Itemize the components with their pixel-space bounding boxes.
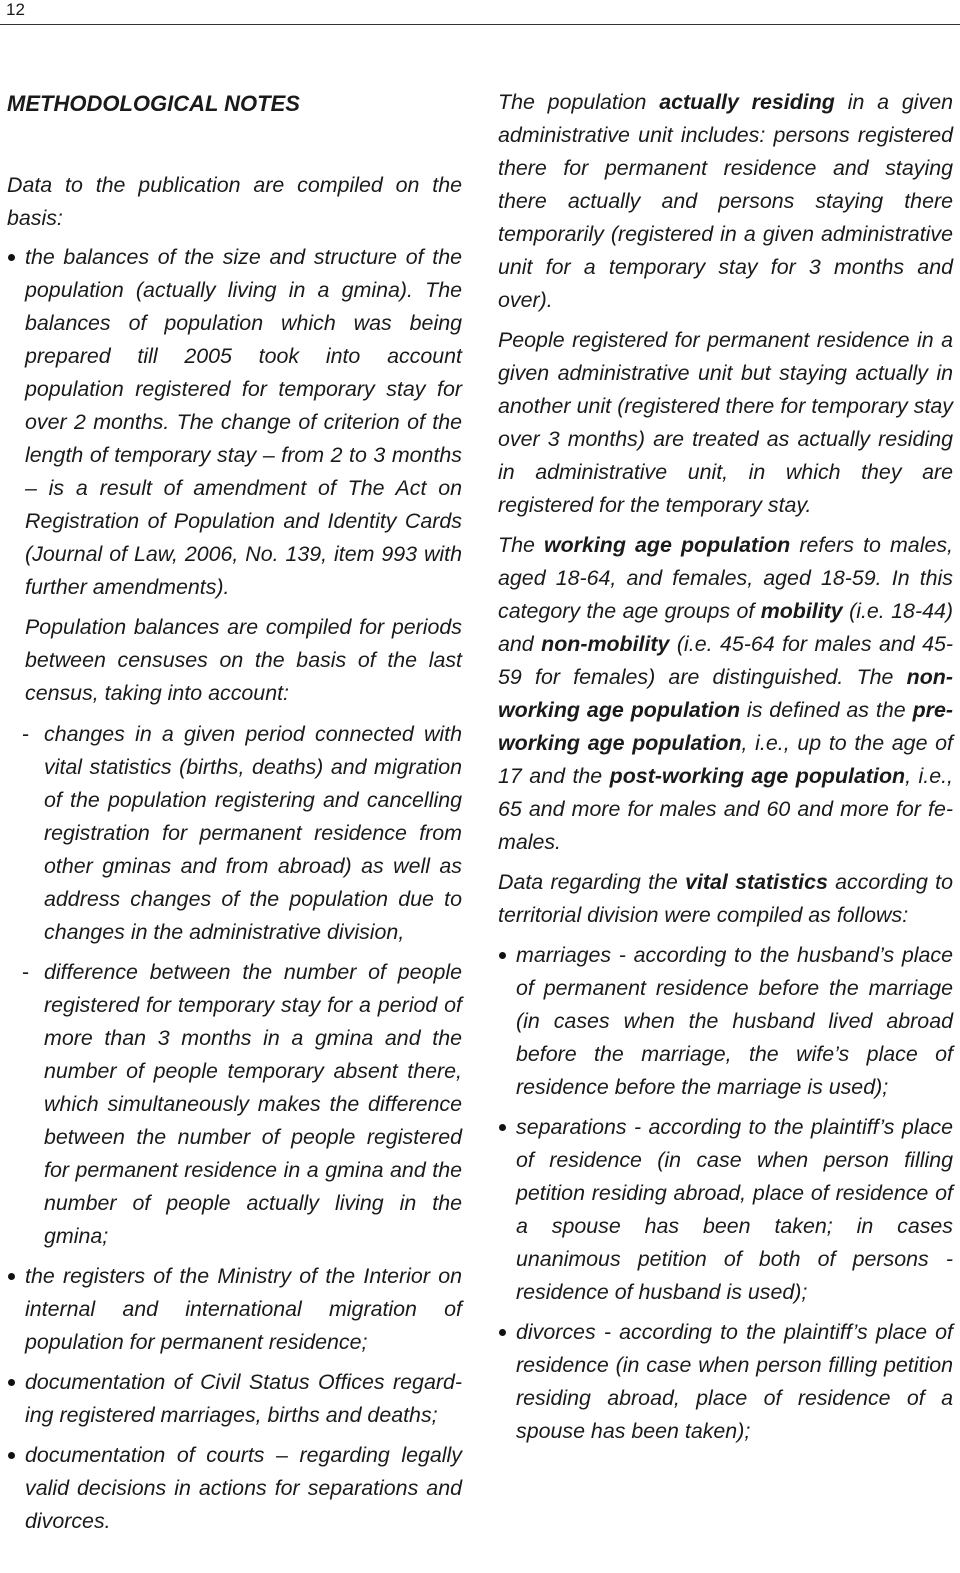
dash-mark: - [22, 722, 30, 746]
right-column [498, 86, 953, 1455]
text-run: The population [498, 90, 660, 114]
bullet-courts: documentation of courts – regarding legally valid decisions in actions for separations and divorces. [7, 1439, 462, 1538]
bullet-marriages: marriages - according to the husband’s place of permanent residence before the marriage (in cases when the husband lived abroad before the marriage, the wife’s place of residence before the marriage is used); [498, 939, 953, 1104]
term-non-working-age: non-working age population [498, 665, 953, 722]
text-run: The [498, 533, 544, 557]
text-run: Data regarding the [498, 870, 686, 894]
intro-paragraph: Data to the publication are compiled on the basis: [7, 173, 462, 230]
paragraph-permanent-residence: People registered for permanent residence in a given administrative unit but staying actually in another unit (registered there for temporary stay over 3 months) are treated as actually residing in administrative unit, in which they are registered for the temporary stay. [498, 328, 953, 517]
term-post-working-age: post-working age population [609, 764, 906, 788]
text-run: , i.e., up to the age of 17 and the [498, 731, 953, 788]
bullet-civil-status: documentation of Civil Status Offices regarding registered marriages, births and deaths; [7, 1366, 462, 1432]
section-title: METHODOLOGICAL NOTES [7, 91, 300, 116]
term-non-mobility: non-mobility [541, 632, 670, 656]
paragraph-actually-residing [498, 86, 953, 317]
text-run: , i.e., 65 and more for males and 60 and more for females. [498, 764, 953, 854]
left-column [7, 86, 462, 1545]
bullet-ministry-registers: the registers of the Ministry of the Interior on internal and international migration of population for permanent residence; [7, 1260, 462, 1359]
dash-item-text: difference between the number of people registered for temporary stay for a period of more than 3 months in a gmina and the number of people temporary absent there, which simultaneously makes the difference between the number of people registered for permanent residence in a gmina and the number of people actually living in the gmina; [44, 960, 462, 1248]
dash-list [7, 718, 462, 1253]
header-rule [0, 24, 960, 25]
text-run: in a given administrative unit includes: persons registered there for permanent residence and staying there actually and persons staying there temporarily (registered in a given administrative unit for a temporary stay for 3 months and over). [498, 90, 954, 312]
bullet-divorces: divorces - according to the plaintiff’s place of residence (in case when person filling petition residing abroad, place of residence of a spouse has been taken); [498, 1316, 953, 1448]
term-actually-residing: actually residing [659, 90, 835, 114]
dash-item-vital-changes [7, 718, 462, 949]
bullet-population-balances: the balances of the size and structure of the population (actually living in a gmina). The balances of population which was being prepared till 2005 took into account population registered for temporary stay for over 2 months. The change of criterion of the length of temporary stay – from 2 to 3 months – is a result of amendment of The Act on Registration of Population and Identity Cards (Journal of Law, 2006, No. 139, item 993 with further amendments). [7, 241, 462, 604]
bullet-separations: separations - according to the plaintiff’s place of residence (in case when person filling petition residing abroad, place of residence of a spouse has been taken; in cases unanimous petition of both of persons - residence of husband is used); [498, 1111, 953, 1309]
term-pre-working-age: pre-working age population [498, 698, 953, 755]
text-run: is defined as the [740, 698, 913, 722]
text-run: according to territorial division were compiled as follows: [498, 870, 953, 927]
term-working-age: working age population [543, 533, 791, 557]
dash-item-temporary-stay [7, 956, 462, 1253]
dash-mark: - [22, 960, 30, 984]
paragraph-working-age [498, 529, 953, 859]
text-run: (i.e. 45-64 for males and 45-59 for females) are distinguished. The [498, 632, 953, 689]
dash-item-text: changes in a given period connected with vital statistics (births, deaths) and migration of the population registering and cancelling registration for permanent residence from other gminas and from abroad) as well as address changes of the population due to changes in the administrative division, [44, 722, 462, 944]
text-run: refers to males, aged 18-64, and females, aged 18-59. In this category the age groups of [498, 533, 953, 623]
paragraph-vital-statistics [498, 866, 953, 932]
page-number: 12 [6, 0, 25, 19]
term-vital-statistics: vital statistics [685, 870, 828, 894]
bullet-continuation: Population balances are compiled for periods between censuses on the basis of the last census, taking into account: [25, 615, 462, 705]
term-mobility: mobility [760, 599, 843, 623]
text-run: (i.e. 18-44) and [498, 599, 953, 656]
